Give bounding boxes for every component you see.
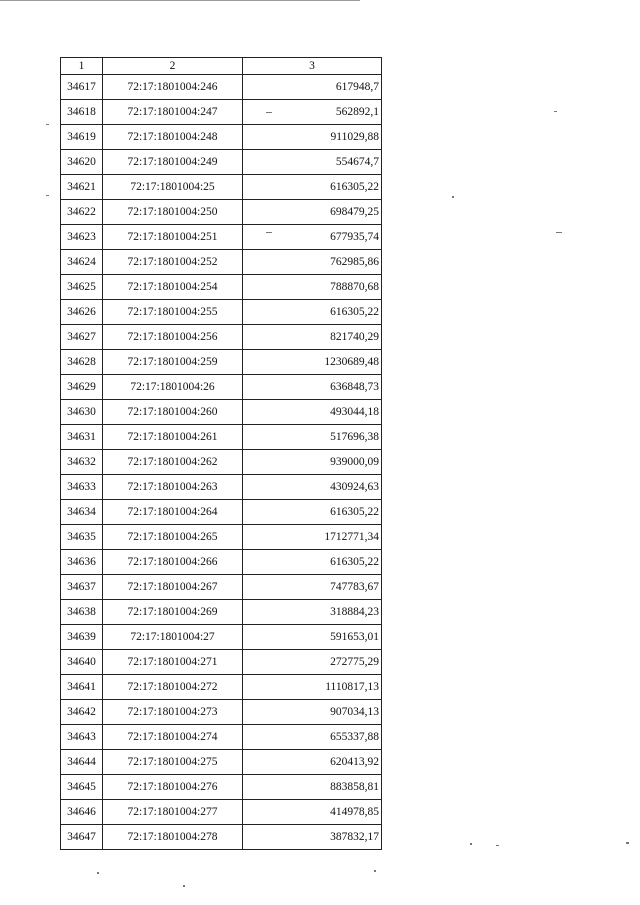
- row-number-cell: 34635: [61, 525, 103, 550]
- table-row: [61, 575, 382, 600]
- row-number-cell: 34629: [61, 375, 103, 400]
- table-header: [61, 58, 382, 75]
- cadastral-value-cell: 939000,09: [243, 450, 382, 475]
- cadastral-number-cell: 72:17:1801004:251: [103, 225, 243, 250]
- table-row: [61, 100, 382, 125]
- row-number-cell: 34646: [61, 800, 103, 825]
- cadastral-value-cell: 655337,88: [243, 725, 382, 750]
- row-number-cell: 34643: [61, 725, 103, 750]
- cadastral-value-cell: 616305,22: [243, 500, 382, 525]
- table-row: [61, 400, 382, 425]
- table-row: [61, 200, 382, 225]
- row-number-cell: 34618: [61, 100, 103, 125]
- scan-speck: [46, 124, 49, 125]
- cadastral-value-cell: 562892,1: [243, 100, 382, 125]
- cadastral-number-cell: 72:17:1801004:277: [103, 800, 243, 825]
- cadastral-value-cell: 620413,92: [243, 750, 382, 775]
- table-row: [61, 425, 382, 450]
- cadastral-value-cell: 677935,74: [243, 225, 382, 250]
- cadastral-value-cell: 493044,18: [243, 400, 382, 425]
- cadastral-value-cell: 747783,67: [243, 575, 382, 600]
- table-row: [61, 725, 382, 750]
- cadastral-number-cell: 72:17:1801004:274: [103, 725, 243, 750]
- cadastral-value-cell: 907034,13: [243, 700, 382, 725]
- table-row: [61, 275, 382, 300]
- cadastral-value-cell: 883858,81: [243, 775, 382, 800]
- cadastral-number-cell: 72:17:1801004:248: [103, 125, 243, 150]
- row-number-cell: 34627: [61, 325, 103, 350]
- row-number-cell: 34640: [61, 650, 103, 675]
- row-number-cell: 34628: [61, 350, 103, 375]
- cadastral-value-cell: 698479,25: [243, 200, 382, 225]
- cadastral-value-cell: 617948,7: [243, 75, 382, 100]
- table-row: [61, 775, 382, 800]
- scan-speck: [266, 232, 272, 233]
- table-row: [61, 750, 382, 775]
- row-number-cell: 34633: [61, 475, 103, 500]
- row-number-cell: 34638: [61, 600, 103, 625]
- cadastral-number-cell: 72:17:1801004:271: [103, 650, 243, 675]
- row-number-cell: 34642: [61, 700, 103, 725]
- column-header-number: 1: [61, 58, 103, 75]
- scan-speck: [496, 845, 499, 846]
- scan-speck: [470, 843, 472, 845]
- cadastral-number-cell: 72:17:1801004:254: [103, 275, 243, 300]
- table-row: [61, 375, 382, 400]
- cadastral-number-cell: 72:17:1801004:269: [103, 600, 243, 625]
- cadastral-number-cell: 72:17:1801004:275: [103, 750, 243, 775]
- table-row: [61, 300, 382, 325]
- row-number-cell: 34622: [61, 200, 103, 225]
- cadastral-number-cell: 72:17:1801004:263: [103, 475, 243, 500]
- row-number-cell: 34623: [61, 225, 103, 250]
- cadastral-value-cell: 1230689,48: [243, 350, 382, 375]
- row-number-cell: 34637: [61, 575, 103, 600]
- cadastral-number-cell: 72:17:1801004:249: [103, 150, 243, 175]
- cadastral-number-cell: 72:17:1801004:267: [103, 575, 243, 600]
- cadastral-number-cell: 72:17:1801004:255: [103, 300, 243, 325]
- scan-speck: [452, 196, 454, 198]
- table-row: [61, 325, 382, 350]
- cadastral-value-cell: 616305,22: [243, 175, 382, 200]
- cadastral-value-cell: 387832,17: [243, 825, 382, 850]
- cadastral-value-cell: 414978,85: [243, 800, 382, 825]
- scan-edge-line: [0, 0, 360, 3]
- cadastral-number-cell: 72:17:1801004:25: [103, 175, 243, 200]
- table-row: [61, 600, 382, 625]
- cadastral-value-cell: 616305,22: [243, 300, 382, 325]
- row-number-cell: 34624: [61, 250, 103, 275]
- table-row: [61, 500, 382, 525]
- table-row: [61, 350, 382, 375]
- row-number-cell: 34625: [61, 275, 103, 300]
- scan-speck: [626, 842, 629, 844]
- scan-speck: [46, 195, 49, 196]
- cadastral-value-table: [60, 57, 382, 850]
- table-row: [61, 225, 382, 250]
- scan-speck: [554, 111, 557, 112]
- table-body: [61, 75, 382, 850]
- row-number-cell: 34630: [61, 400, 103, 425]
- row-number-cell: 34621: [61, 175, 103, 200]
- header-row: [61, 58, 382, 75]
- cadastral-value-cell: 821740,29: [243, 325, 382, 350]
- table-row: [61, 825, 382, 850]
- row-number-cell: 34634: [61, 500, 103, 525]
- cadastral-number-cell: 72:17:1801004:261: [103, 425, 243, 450]
- row-number-cell: 34645: [61, 775, 103, 800]
- cadastral-value-cell: 554674,7: [243, 150, 382, 175]
- cadastral-number-cell: 72:17:1801004:278: [103, 825, 243, 850]
- cadastral-number-cell: 72:17:1801004:252: [103, 250, 243, 275]
- cadastral-value-cell: 1712771,34: [243, 525, 382, 550]
- table-row: [61, 250, 382, 275]
- table-row: [61, 650, 382, 675]
- cadastral-value-cell: 517696,38: [243, 425, 382, 450]
- table-row: [61, 125, 382, 150]
- scan-speck: [183, 885, 185, 887]
- scan-speck: [556, 232, 562, 233]
- row-number-cell: 34644: [61, 750, 103, 775]
- cadastral-value-cell: 911029,88: [243, 125, 382, 150]
- cadastral-number-cell: 72:17:1801004:247: [103, 100, 243, 125]
- row-number-cell: 34620: [61, 150, 103, 175]
- cadastral-value-cell: 788870,68: [243, 275, 382, 300]
- table-row: [61, 525, 382, 550]
- cadastral-number-cell: 72:17:1801004:246: [103, 75, 243, 100]
- row-number-cell: 34636: [61, 550, 103, 575]
- table-row: [61, 800, 382, 825]
- table-row: [61, 150, 382, 175]
- cadastral-number-cell: 72:17:1801004:265: [103, 525, 243, 550]
- table-row: [61, 175, 382, 200]
- cadastral-number-cell: 72:17:1801004:276: [103, 775, 243, 800]
- row-number-cell: 34631: [61, 425, 103, 450]
- cadastral-number-cell: 72:17:1801004:266: [103, 550, 243, 575]
- scan-speck: [374, 870, 376, 872]
- scan-speck: [266, 112, 272, 113]
- table-row: [61, 675, 382, 700]
- cadastral-number-cell: 72:17:1801004:27: [103, 625, 243, 650]
- table-row: [61, 75, 382, 100]
- table-row: [61, 550, 382, 575]
- table-row: [61, 625, 382, 650]
- row-number-cell: 34617: [61, 75, 103, 100]
- column-header-cadastral-id: 2: [103, 58, 243, 75]
- row-number-cell: 34647: [61, 825, 103, 850]
- cadastral-value-cell: 616305,22: [243, 550, 382, 575]
- scan-speck: [97, 872, 99, 874]
- table-row: [61, 475, 382, 500]
- cadastral-number-cell: 72:17:1801004:262: [103, 450, 243, 475]
- row-number-cell: 34641: [61, 675, 103, 700]
- cadastral-value-cell: 591653,01: [243, 625, 382, 650]
- cadastral-number-cell: 72:17:1801004:264: [103, 500, 243, 525]
- cadastral-number-cell: 72:17:1801004:273: [103, 700, 243, 725]
- table-row: [61, 700, 382, 725]
- row-number-cell: 34626: [61, 300, 103, 325]
- cadastral-value-cell: 430924,63: [243, 475, 382, 500]
- cadastral-number-cell: 72:17:1801004:250: [103, 200, 243, 225]
- row-number-cell: 34632: [61, 450, 103, 475]
- row-number-cell: 34639: [61, 625, 103, 650]
- cadastral-number-cell: 72:17:1801004:260: [103, 400, 243, 425]
- cadastral-number-cell: 72:17:1801004:272: [103, 675, 243, 700]
- cadastral-value-cell: 318884,23: [243, 600, 382, 625]
- cadastral-number-cell: 72:17:1801004:26: [103, 375, 243, 400]
- table-row: [61, 450, 382, 475]
- cadastral-value-cell: 272775,29: [243, 650, 382, 675]
- column-header-value: 3: [243, 58, 382, 75]
- cadastral-number-cell: 72:17:1801004:256: [103, 325, 243, 350]
- cadastral-value-cell: 1110817,13: [243, 675, 382, 700]
- cadastral-number-cell: 72:17:1801004:259: [103, 350, 243, 375]
- cadastral-value-cell: 636848,73: [243, 375, 382, 400]
- cadastral-value-cell: 762985,86: [243, 250, 382, 275]
- row-number-cell: 34619: [61, 125, 103, 150]
